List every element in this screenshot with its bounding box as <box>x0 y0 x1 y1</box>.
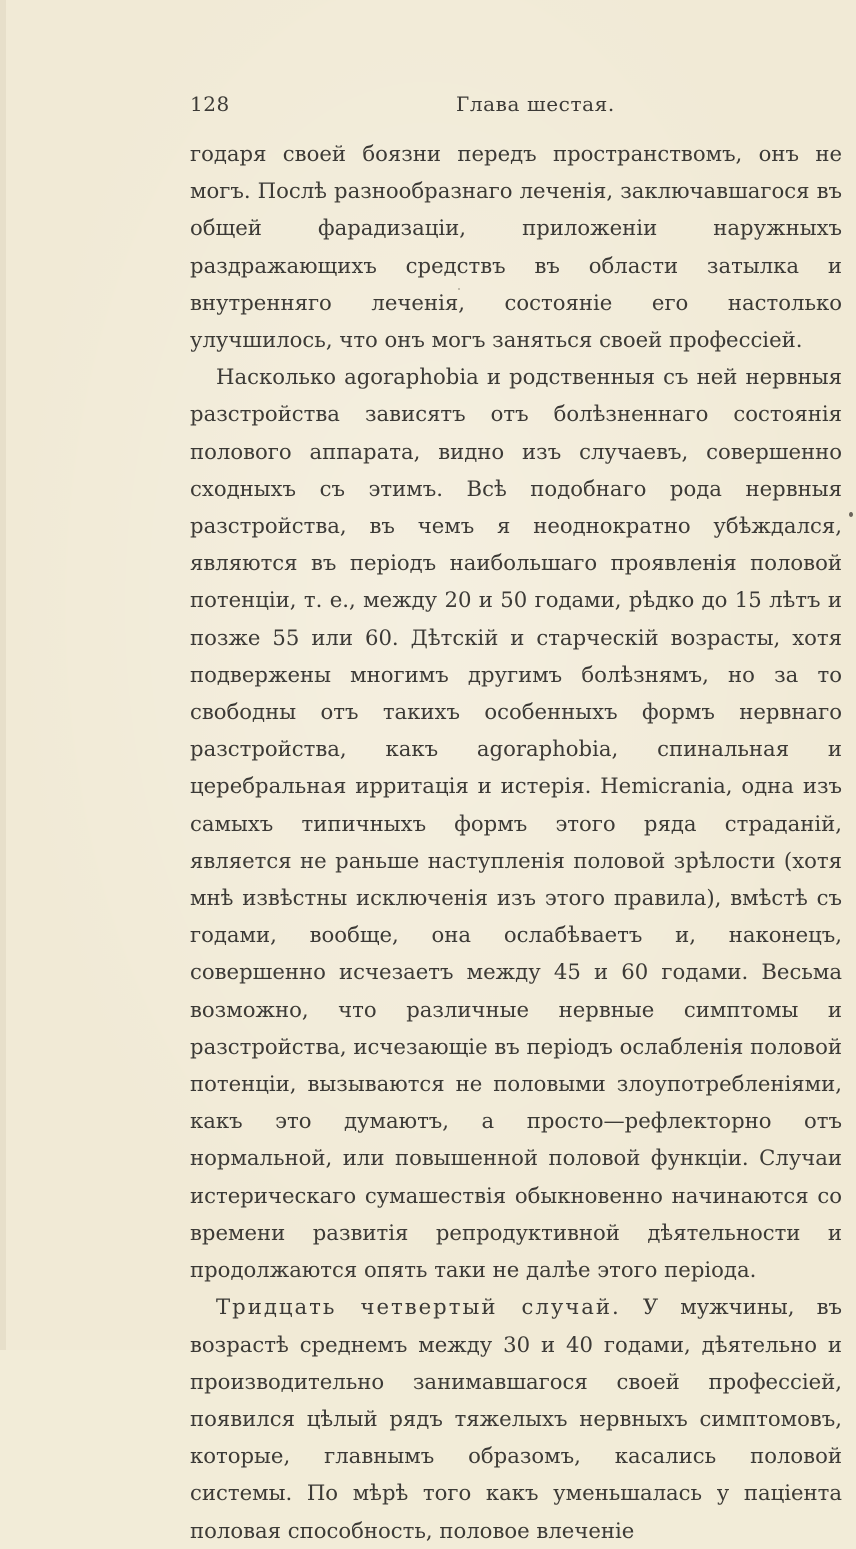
ink-speck <box>458 288 460 290</box>
running-head <box>190 92 842 122</box>
page-edge <box>0 0 6 1350</box>
case-heading: Тридцать четвертый случай. <box>216 1294 621 1320</box>
page-number: 128 <box>190 92 230 116</box>
case-text: У мужчины, въ возрастѣ среднемъ между 30 и 40 годами, дѣятельно и производительно занимавшагося своей профессіей, появился цѣлый рядъ тяжелыхъ нервныхъ симптомовъ, которые, главнымъ образомъ, касались половой системы. По мѣрѣ того какъ уменьшалась у паціента половая способность, половое влеченіе <box>190 1294 842 1543</box>
paragraph-agoraphobia: Насколько agoraphobia и родственныя съ ней нервныя разстройства зависятъ отъ болѣзненнаго состоянія полового аппарата, видно изъ случаевъ, совершенно сходныхъ съ этимъ. Всѣ подобнаго рода нервныя разстройства, въ чемъ я неоднократно убѣждался, являются въ періодъ наибольшаго проявленія половой потенціи, т. е., между 20 и 50 годами, рѣдко до 15 лѣтъ и позже 55 или 60. Дѣтскій и старческій возрасты, хотя подвержены многимъ другимъ болѣзнямъ, но за то свободны отъ такихъ особенныхъ формъ нервнаго разстройства, какъ agoraphobia, спинальная и церебральная ирритація и истерія. Hemicrania, одна изъ самыхъ типичныхъ формъ этого ряда страданій, является не раньше наступленія половой зрѣлости (хотя мнѣ извѣстны исключенія изъ этого правила), вмѣстѣ съ годами, вообще, она ослабѣваетъ и, наконецъ, совершенно исчезаетъ между 45 и 60 годами. Весьма возможно, что различные нервные симптомы и разстройства, исчезающіе въ періодъ ослабленія половой потенціи, вызываются не половыми злоупотребленіями, какъ это думаютъ, а просто—рефлекторно отъ нормальной, или повышенной половой функціи. Случаи истерическаго сумашествія обыкновенно начинаются со времени развитія репродуктивной дѣятельности и продолжаются опять таки не далѣе этого періода. <box>190 364 842 1283</box>
paragraph-continuation: годаря своей боязни передъ пространствомъ, онъ не могъ. Послѣ разнообразнаго леченія, заключавшагося въ общей фарадизаціи, приложеніи наружныхъ раздражающихъ средствъ въ области затылка и внутренняго леченія, состояніе его настолько улучшилось, что онъ могъ заняться своей профессіей. <box>190 141 842 353</box>
body-text <box>190 135 842 1549</box>
paragraph-case-34 <box>190 1288 842 1548</box>
chapter-title: Глава шестая. <box>456 92 615 116</box>
ink-speck <box>849 512 853 517</box>
